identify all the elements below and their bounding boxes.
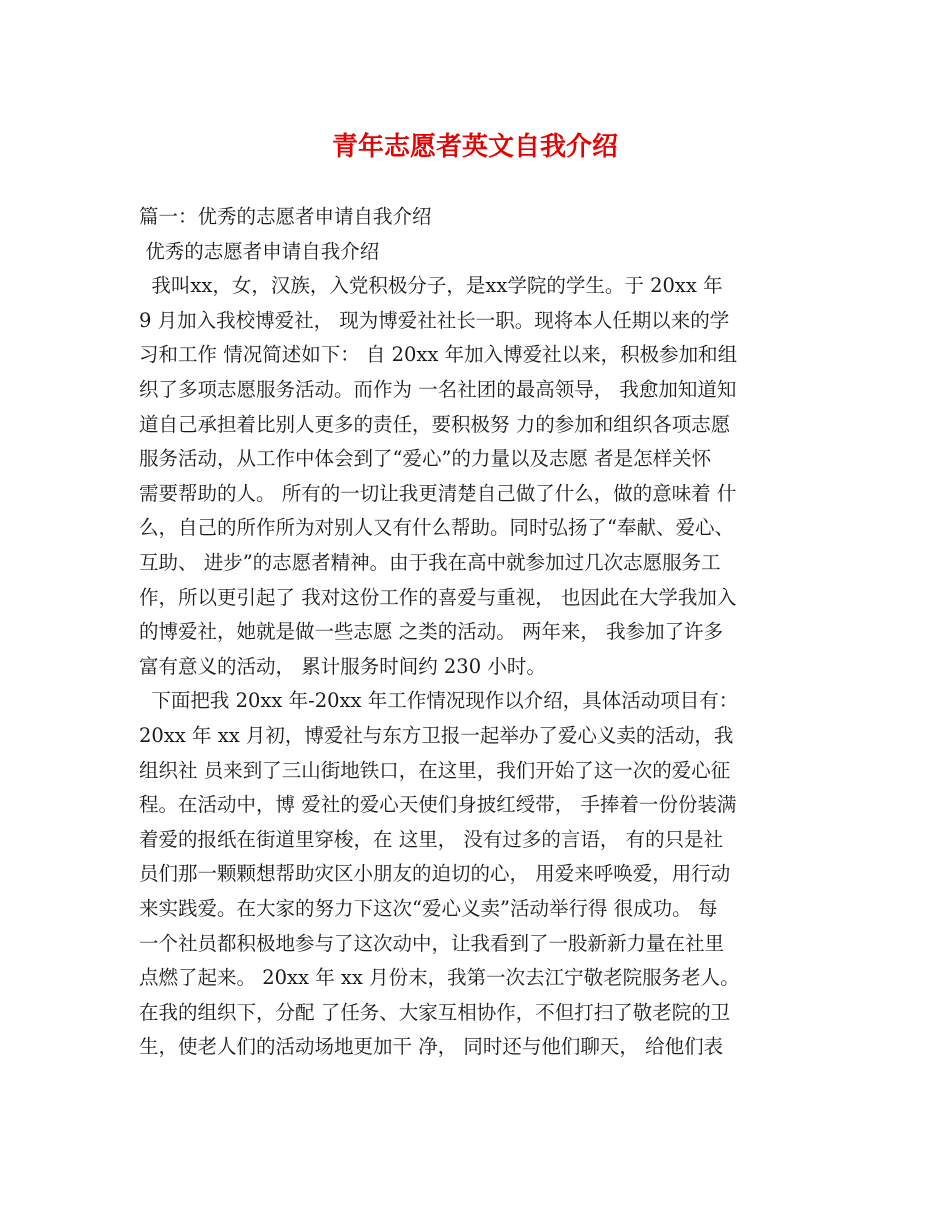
- text-line: 优秀的志愿者申请自我介绍: [139, 239, 380, 263]
- text-line: 20xx 年 xx 月初，博爱社与东方卫报一起举办了爱心义卖的活动，我: [139, 724, 734, 747]
- text-line: 下面把我 20xx 年-20xx 年工作情况现作以介绍，具体活动项目有：: [139, 689, 739, 713]
- text-line: 习和工作 情况简述如下： 自 20xx 年加入博爱社以来，积极参加和组: [139, 343, 738, 367]
- text-line: 我叫xx，女，汉族，入党积极分子，是xx学院的学生。于 20xx 年: [139, 274, 723, 298]
- text-line: 程。在活动中，博 爱社的爱心天使们身披红绶带， 手捧着一份份装满: [139, 793, 737, 817]
- text-line: 组织社 员来到了三山街地铁口，在这里，我们开始了这一次的爱心征: [139, 758, 731, 782]
- text-line: 道自己承担着比别人更多的责任，要积极努 力的参加和组织各项志愿: [139, 412, 731, 436]
- text-line: 来实践爱。在大家的努力下这次“爱心义卖”活动举行得 很成功。 每: [139, 897, 718, 920]
- text-line: 篇一：优秀的志愿者申请自我介绍: [139, 205, 432, 228]
- text-line: 9 月加入我校博爱社， 现为博爱社社长一职。现将本人任期以来的学: [139, 308, 730, 332]
- text-line: 点燃了起来。 20xx 年 xx 月份末，我第一次去江宁敬老院服务老人。: [139, 966, 740, 990]
- text-line: 么，自己的所作所为对别人又有什么帮助。同时弘扬了“奉献、爱心、: [139, 516, 734, 540]
- text-line: 互助、 进步”的志愿者精神。由于我在高中就参加过几次志愿服务工: [139, 551, 721, 574]
- text-line: 着爱的报纸在街道里穿梭，在 这里， 没有过多的言语， 有的只是社: [139, 827, 724, 851]
- text-line: 在我的组织下，分配 了任务、大家互相协作，不但打扫了敬老院的卫: [139, 1000, 731, 1024]
- text-line: 富有意义的活动， 累计服务时间约 230 小时。: [139, 654, 546, 678]
- text-line: 生，使老人们的活动场地更加干 净， 同时还与他们聊天， 给他们表: [139, 1035, 724, 1059]
- text-line: 的博爱社，她就是做一些志愿 之类的活动。 两年来， 我参加了许多: [139, 620, 724, 644]
- document-title: 青年志愿者英文自我介绍: [331, 132, 618, 162]
- text-line: 员们那一颗颗想帮助灾区小朋友的迫切的心， 用爱来呼唤爱，用行动: [139, 862, 731, 886]
- text-line: 作，所以更引起了 我对这份工作的喜爱与重视， 也因此在大学我加入: [139, 585, 737, 609]
- text-line: 织了多项志愿服务活动。而作为 一名社团的最高领导， 我愈加知道知: [139, 378, 737, 401]
- text-line: 需要帮助的人。 所有的一切让我更清楚自己做了什么，做的意味着 什: [139, 481, 737, 505]
- text-line: 一个社员都积极地参与了这次动中，让我看到了一股新新力量在社里: [139, 931, 725, 955]
- text-line: 服务活动，从工作中体会到了“爱心”的力量以及志愿 者是怎样关怀: [139, 447, 712, 471]
